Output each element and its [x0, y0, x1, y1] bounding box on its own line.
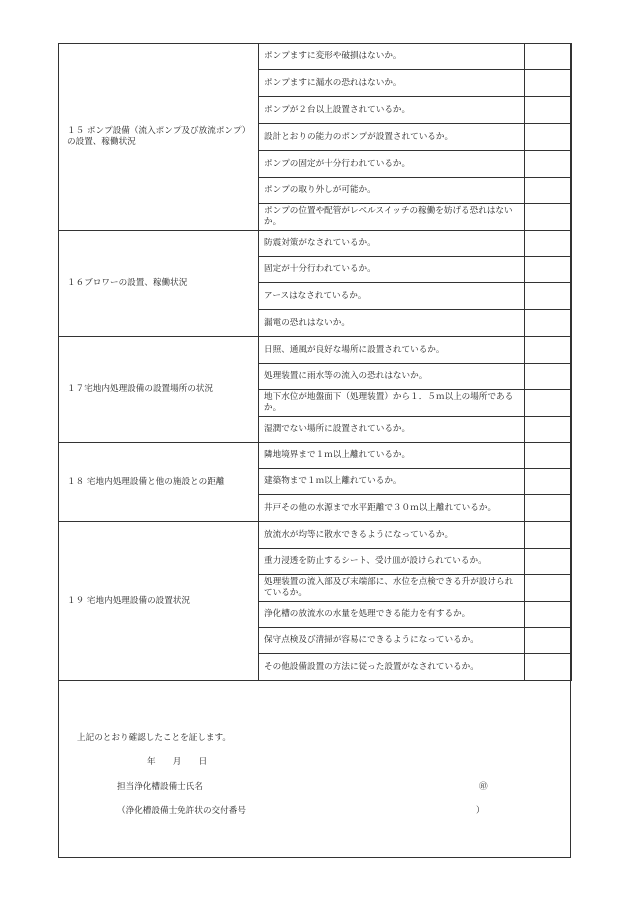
check-item: 日照、通風が良好な場所に設置されているか。: [259, 337, 525, 364]
table-row: [59, 231, 572, 257]
check-cell[interactable]: [525, 283, 572, 310]
check-item: ポンプの位置や配管がレベルスイッチの稼働を妨げる恐れはないか。: [259, 204, 525, 231]
check-cell[interactable]: [525, 364, 572, 390]
check-cell[interactable]: [525, 522, 572, 549]
section-title: [59, 231, 259, 337]
section-title-text: １９ 宅地内処理設備の設置状況: [67, 595, 191, 606]
check-cell[interactable]: [525, 70, 572, 97]
check-cell[interactable]: [525, 204, 572, 231]
check-cell[interactable]: [525, 417, 572, 443]
license-number-close: ）: [476, 806, 485, 816]
check-item: 漏電の恐れはないか。: [259, 310, 525, 337]
check-cell[interactable]: [525, 628, 572, 654]
inspection-form: [58, 43, 571, 858]
section-title-text: １７宅地内処理設備の設置場所の状況: [67, 384, 214, 394]
check-cell[interactable]: [525, 575, 572, 602]
check-item: ポンプますに変形や破損はないか。: [259, 44, 525, 70]
check-item: ポンプますに漏水の恐れはないか。: [259, 70, 525, 97]
check-cell[interactable]: [525, 151, 572, 178]
inspection-table: [58, 43, 572, 681]
table-row: [59, 522, 572, 549]
check-cell[interactable]: [525, 124, 572, 151]
check-cell[interactable]: [525, 469, 572, 495]
check-item: 建築物まで１ｍ以上離れているか。: [259, 469, 525, 495]
check-cell[interactable]: [525, 443, 572, 469]
check-cell[interactable]: [525, 602, 572, 628]
check-item: 地下水位が地盤面下（処理装置）から１．５ｍ以上の場所であるか。: [259, 390, 525, 417]
check-item: 処理装置に雨水等の流入の恐れはないか。: [259, 364, 525, 390]
check-item: 井戸その他の水源まで水平距離で３０ｍ以上離れているか。: [259, 495, 525, 522]
section-title: [59, 443, 259, 522]
check-item: 設計とおりの能力のポンプが設置されているか。: [259, 124, 525, 151]
check-item: 固定が十分行われているか。: [259, 257, 525, 283]
check-item: 重力浸透を防止するシート、受け皿が設けられているか。: [259, 549, 525, 575]
table-row: [59, 337, 572, 364]
section-title: [59, 522, 259, 681]
section-title: [59, 337, 259, 443]
license-number-label: （浄化槽設備士免許状の交付番号: [117, 806, 246, 816]
check-item: ポンプの固定が十分行われているか。: [259, 151, 525, 178]
table-row: [59, 44, 572, 70]
check-item: 処理装置の流入部及び末端部に、水位を点検できる升が設けられているか。: [259, 575, 525, 602]
section-title-text: １８ 宅地内処理設備と他の施設との距離: [67, 476, 225, 487]
check-cell[interactable]: [525, 310, 572, 337]
check-cell[interactable]: [525, 178, 572, 204]
certification-statement: 上記のとおり確認したことを証します。: [77, 733, 232, 743]
check-item: その他設備設置の方法に従った設置がなされているか。: [259, 654, 525, 681]
check-cell[interactable]: [525, 97, 572, 124]
check-cell[interactable]: [525, 390, 572, 417]
check-item: アースはなされているか。: [259, 283, 525, 310]
check-item: ポンプの取り外しが可能か。: [259, 178, 525, 204]
check-cell[interactable]: [525, 44, 572, 70]
check-cell[interactable]: [525, 337, 572, 364]
table-row: [59, 443, 572, 469]
check-item: ポンプが２台以上設置されているか。: [259, 97, 525, 124]
seal-mark: ㊞: [479, 782, 488, 792]
section-title-text: １５ ポンプ設備（流入ポンプ及び放流ポンプ）の設置、稼働状況: [67, 126, 251, 147]
check-item: 浄化槽の放流水の水量を処理できる能力を有するか。: [259, 602, 525, 628]
check-cell[interactable]: [525, 231, 572, 257]
check-cell[interactable]: [525, 654, 572, 681]
check-cell[interactable]: [525, 257, 572, 283]
check-item: 湿潤でない場所に設置されているか。: [259, 417, 525, 443]
section-title-text: １６ブロワーの設置、稼働状況: [67, 278, 188, 288]
check-item: 保守点検及び清掃が容易にできるようになっているか。: [259, 628, 525, 654]
check-item: 隣地境界まで１ｍ以上離れているか。: [259, 443, 525, 469]
certification-block: [59, 684, 572, 859]
technician-name-label: 担当浄化槽設備士氏名: [117, 782, 203, 792]
check-cell[interactable]: [525, 549, 572, 575]
check-cell[interactable]: [525, 495, 572, 522]
check-item: 防震対策がなされているか。: [259, 231, 525, 257]
check-item: 放流水が均等に散水できるようになっているか。: [259, 522, 525, 549]
date-line: 年 月 日: [147, 757, 208, 767]
section-title: [59, 44, 259, 231]
